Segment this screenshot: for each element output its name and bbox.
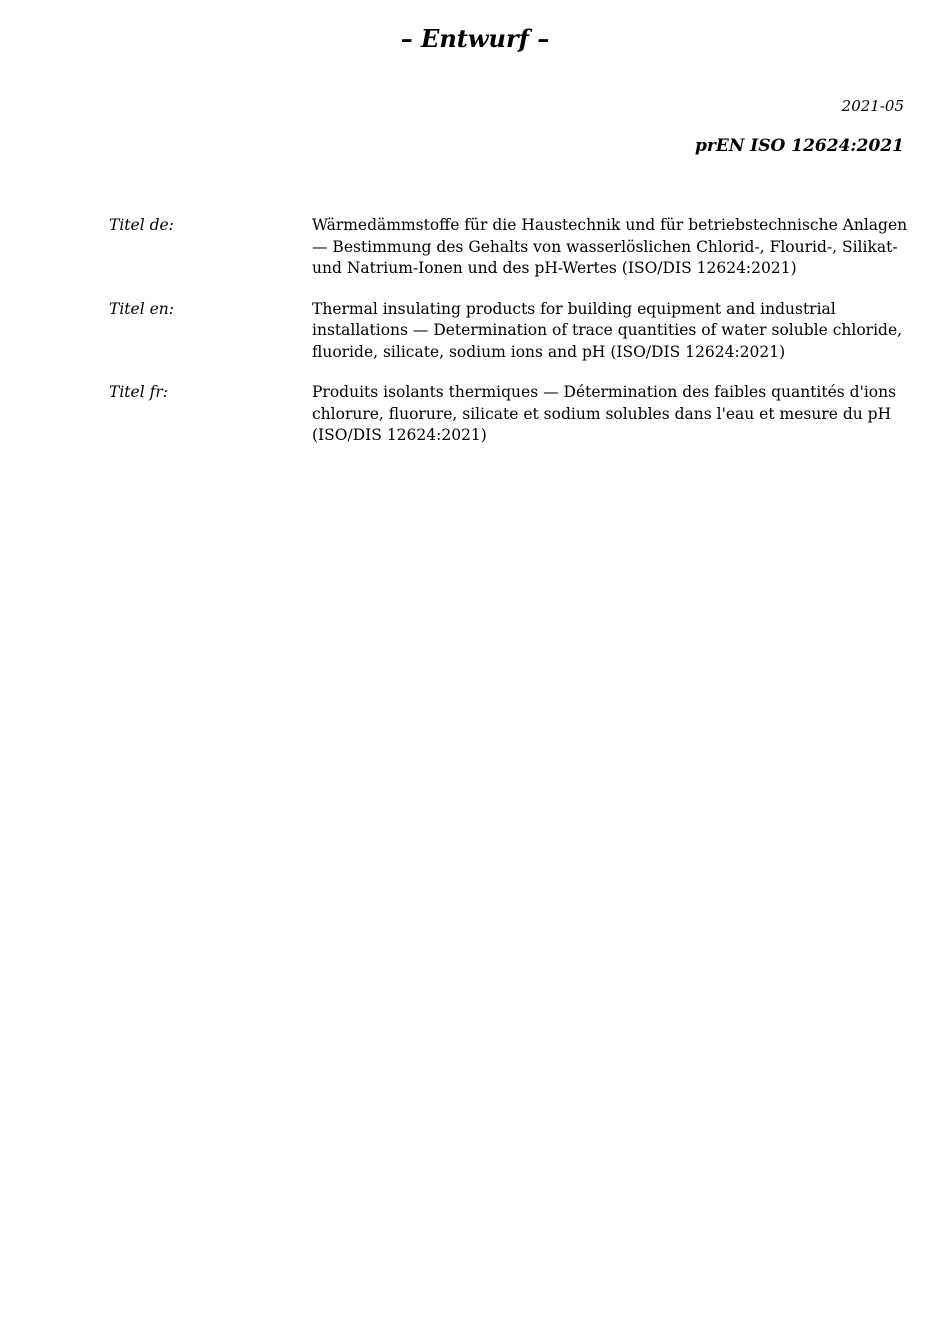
document-date: 2021-05 [841,97,904,115]
title-text-fr: Produits isolants thermiques — Détermination des faibles quantités d'ions chlorure, fluorure, silicate et sodium solubles dans l'eau et mesure du pH (ISO/DIS 12624:2021) [312,383,897,444]
titles-table [109,215,909,466]
title-label-de: Titel de: [109,216,174,234]
title-label-fr: Titel fr: [109,383,168,401]
title-row-en [109,299,909,364]
title-label-en: Titel en: [109,299,174,318]
title-text-de: Wärmedämmstoffe für die Haustechnik und für betriebstechnische Anlagen — Bestimmung des Gehalts von wasserlöslichen Chlorid-, Flourid-, Silikat- und Natrium-Ionen und des pH-Wertes (ISO/DIS 12624:2021) [312,216,908,277]
title-row-fr [109,382,909,447]
title-text-en: Thermal insulating products for building equipment and industrial installations — Determination of trace quantities of water soluble chloride, fluoride, silicate, sodium ions and pH (ISO/DIS 12624:2021) [312,299,903,361]
title-row-de [109,215,909,280]
draft-heading: – Entwurf – [400,24,550,53]
document-id: prEN ISO 12624:2021 [695,136,904,156]
